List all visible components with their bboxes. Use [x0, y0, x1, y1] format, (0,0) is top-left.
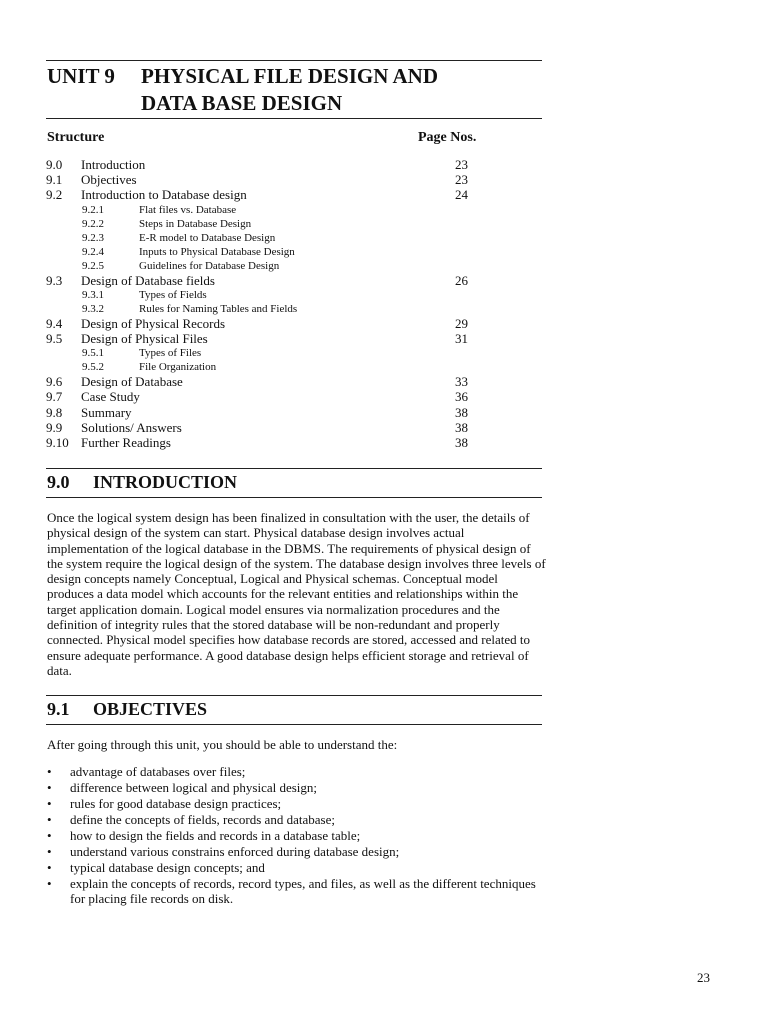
- toc-title: Introduction: [81, 157, 146, 172]
- toc-title: Types of Files: [139, 347, 202, 360]
- intro-heading: [47, 472, 237, 493]
- toc-number: 9.2.4: [82, 245, 104, 258]
- list-item: [47, 844, 547, 859]
- objectives-bottom-rule: [46, 724, 542, 725]
- toc-subitem: [46, 203, 506, 217]
- toc-page: 33: [455, 374, 468, 390]
- toc-page: 24: [455, 187, 468, 203]
- objectives-lead: After going through this unit, you should be able to understand the:: [47, 737, 398, 752]
- toc-item: [46, 187, 506, 202]
- toc-title: Types of Fields: [139, 288, 207, 301]
- toc-number: 9.7: [46, 389, 63, 405]
- toc-item: [46, 172, 506, 187]
- title-bottom-rule: [46, 118, 542, 119]
- page-nos-heading: Page Nos.: [418, 130, 477, 145]
- toc-subitem: [46, 245, 506, 259]
- toc-item: [46, 389, 506, 404]
- toc-item: [46, 420, 506, 435]
- toc-item: [46, 331, 506, 346]
- toc-subitem: [46, 217, 506, 231]
- toc-title: Design of Physical Records: [81, 315, 226, 331]
- toc-page: 38: [455, 419, 468, 435]
- toc-number: 9.2.5: [82, 259, 104, 272]
- table-of-contents: [46, 157, 506, 450]
- toc-number: 9.2.2: [82, 217, 104, 230]
- toc-number: 9.6: [46, 374, 63, 390]
- list-item: [47, 780, 547, 795]
- page-number: 23: [697, 970, 710, 985]
- unit-title-line-2: DATA BASE DESIGN: [141, 91, 343, 115]
- intro-section-number: 9.0: [47, 472, 70, 492]
- toc-title: Flat files vs. Database: [139, 203, 237, 216]
- toc-item: [46, 316, 506, 331]
- list-item-text: define the concepts of fields, records and database;: [70, 812, 335, 827]
- toc-title: Design of Database fields: [81, 272, 215, 288]
- toc-number: 9.3.2: [82, 302, 104, 315]
- toc-page: 38: [455, 434, 468, 450]
- toc-page: 23: [455, 172, 468, 188]
- toc-number: 9.1: [46, 172, 63, 188]
- unit-title-line-1: PHYSICAL FILE DESIGN AND: [141, 64, 438, 88]
- toc-page: 38: [455, 404, 468, 420]
- toc-subitem: [46, 259, 506, 273]
- toc-page: 36: [455, 389, 468, 405]
- bullet-icon: •: [47, 844, 52, 859]
- toc-title: Further Readings: [81, 434, 171, 450]
- toc-number: 9.3.1: [82, 288, 104, 301]
- toc-title: Summary: [81, 404, 132, 420]
- toc-page: 23: [455, 157, 468, 172]
- toc-title: Objectives: [81, 172, 137, 188]
- list-item-text: understand various constrains enforced during database design;: [70, 844, 400, 859]
- toc-subitem: [46, 346, 506, 360]
- list-item: [47, 812, 547, 827]
- toc-page: 29: [455, 315, 468, 331]
- top-rule: [46, 60, 542, 61]
- toc-subitem: [46, 360, 506, 374]
- toc-number: 9.5.1: [82, 347, 104, 360]
- unit-number: UNIT 9: [47, 64, 115, 88]
- list-item: [47, 828, 547, 843]
- list-item-text: how to design the fields and records in a database table;: [70, 828, 361, 843]
- bullet-icon: •: [47, 780, 52, 795]
- objectives-section-number: 9.1: [47, 699, 70, 719]
- list-item-text: difference between logical and physical design;: [70, 780, 318, 795]
- toc-title: File Organization: [139, 361, 217, 374]
- toc-number: 9.4: [46, 315, 63, 331]
- toc-item: [46, 157, 506, 172]
- list-item-text: typical database design concepts; and: [70, 860, 265, 875]
- intro-bottom-rule: [46, 497, 542, 498]
- toc-page: 26: [455, 272, 468, 288]
- toc-item: [46, 405, 506, 420]
- bullet-icon: •: [47, 796, 52, 811]
- toc-title: Inputs to Physical Database Design: [139, 245, 295, 258]
- toc-number: 9.5: [46, 330, 63, 346]
- list-item-text: explain the concepts of records, record types, and files, as well as the different techniques for placing file records on disk.: [70, 876, 536, 907]
- objectives-list: [47, 764, 547, 907]
- toc-number: 9.8: [46, 404, 63, 420]
- list-item: [47, 764, 547, 779]
- intro-top-rule: [46, 468, 542, 469]
- toc-title: Solutions/ Answers: [81, 419, 182, 435]
- structure-heading: Structure: [47, 130, 105, 145]
- toc-page: 31: [455, 330, 468, 346]
- toc-item: [46, 374, 506, 389]
- bullet-icon: •: [47, 764, 52, 779]
- bullet-icon: •: [47, 876, 52, 891]
- list-item: [47, 860, 547, 875]
- intro-paragraph: Once the logical system design has been finalized in consultation with the user, the details of physical design of the system can start. Physical database design involves actual implementation of the logical database in the DBMS. The requirements of physical design of the system require the logical design of the system. The database design involves three levels of design concepts namely Conceptual, Logical and Physical schemas. Conceptual model produces a data model which accounts for the relevant entities and relationships within the target application domain. Logical model ensures via normalization procedures and the definition of integrity rules that the stored database will be non-redundant and properly connected. Physical model specifies how database records are stored, accessed and related to ensure adequate performance. A good database design helps efficient storage and retrieval of data.: [47, 510, 546, 678]
- toc-title: Design of Database: [81, 374, 183, 390]
- objectives-heading: [47, 699, 207, 720]
- toc-number: 9.0: [46, 157, 63, 172]
- bullet-icon: •: [47, 812, 52, 827]
- toc-number: 9.10: [46, 434, 69, 450]
- toc-title: Introduction to Database design: [81, 187, 247, 203]
- toc-number: 9.2.1: [82, 203, 104, 216]
- list-item: [47, 796, 547, 811]
- toc-item: [46, 435, 506, 450]
- toc-subitem: [46, 231, 506, 245]
- toc-number: 9.2: [46, 187, 63, 203]
- toc-title: E-R model to Database Design: [139, 231, 276, 244]
- objectives-section-title: OBJECTIVES: [93, 699, 208, 719]
- toc-title: Steps in Database Design: [139, 217, 252, 230]
- toc-number: 9.5.2: [82, 361, 104, 374]
- objectives-top-rule: [46, 695, 542, 696]
- toc-item: [46, 273, 506, 288]
- toc-title: Case Study: [81, 389, 140, 405]
- list-item-text: rules for good database design practices;: [70, 796, 282, 811]
- bullet-icon: •: [47, 828, 52, 843]
- bullet-icon: •: [47, 860, 52, 875]
- toc-number: 9.2.3: [82, 231, 104, 244]
- list-item: [47, 876, 547, 907]
- toc-title: Design of Physical Files: [81, 330, 208, 346]
- toc-subitem: [46, 302, 506, 316]
- toc-number: 9.3: [46, 272, 63, 288]
- intro-section-title: INTRODUCTION: [93, 472, 238, 492]
- toc-number: 9.9: [46, 419, 63, 435]
- toc-subitem: [46, 288, 506, 302]
- toc-title: Guidelines for Database Design: [139, 259, 280, 272]
- toc-title: Rules for Naming Tables and Fields: [139, 302, 298, 315]
- list-item-text: advantage of databases over files;: [70, 764, 246, 779]
